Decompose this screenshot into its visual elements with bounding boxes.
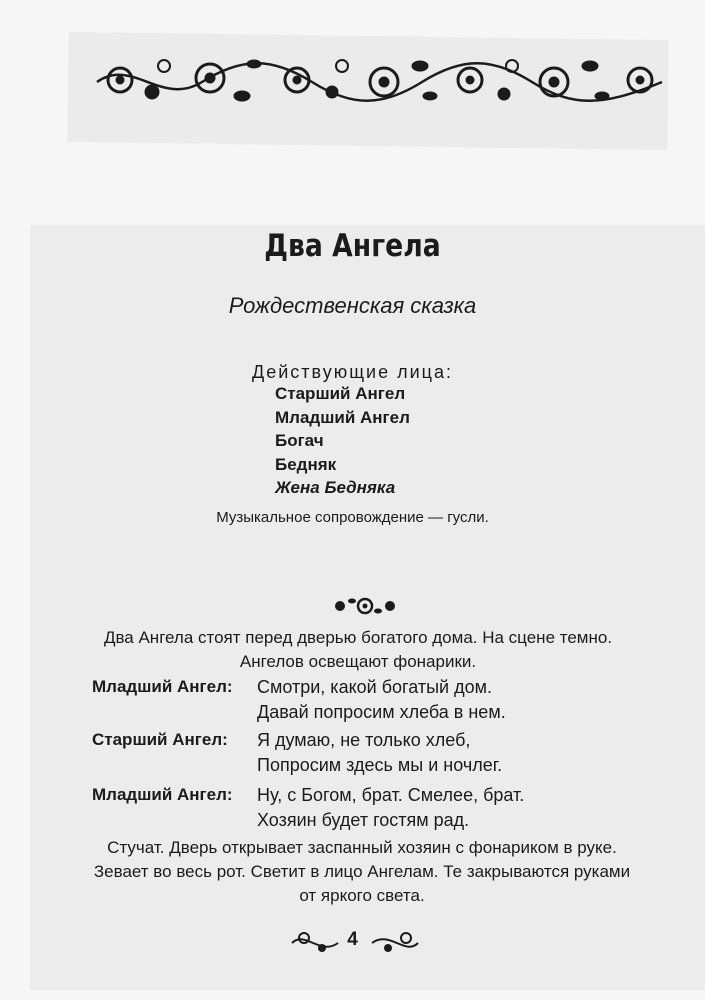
dialogue-line: Попросим здесь мы и ночлег. xyxy=(257,755,503,775)
page-number: 4 xyxy=(347,929,358,950)
dialogue-line: Давай попросим хлеба в нем. xyxy=(257,702,506,722)
cast-list xyxy=(275,382,410,500)
flower-divider-icon xyxy=(330,594,400,618)
cast-item: Богач xyxy=(275,431,324,450)
dialogue-line: Смотри, какой богатый дом. xyxy=(257,677,492,697)
speaker-label: Старший Ангел: xyxy=(92,730,228,749)
cast-item: Старший Ангел xyxy=(275,384,406,403)
cast-item: Бедняк xyxy=(275,454,337,474)
floral-border-ornament xyxy=(92,52,667,110)
dialogue-line: Ну, с Богом, брат. Смелее, брат. xyxy=(257,785,525,805)
dialogue-line: Хозяин будет гостям рад. xyxy=(257,810,470,830)
cast-item: Жена Бедняка xyxy=(275,478,396,497)
speaker-label: Младший Ангел: xyxy=(92,785,233,804)
music-note: Музыкальное сопровождение — гусли. xyxy=(216,509,489,526)
stage-direction: Стучат. Дверь открывает заспанный хозяин с фонариком в руке. Зевает во весь рот. Светит в лицо Ангелам. Те закрываются руками от яркого света. xyxy=(93,838,631,905)
cast-heading: Действующие лица: xyxy=(252,362,453,382)
page-subtitle: Рождественская сказка xyxy=(228,293,477,318)
dialogue-line: Я думаю, не только хлеб, xyxy=(257,730,471,750)
page-title: Два Ангела xyxy=(264,228,441,264)
cast-item: Младший Ангел xyxy=(275,407,410,427)
speaker-label: Младший Ангел: xyxy=(92,677,233,696)
stage-direction: Два Ангела стоят перед дверью богатого дома. На сцене темно. Ангелов освещают фонарики. xyxy=(103,628,613,671)
